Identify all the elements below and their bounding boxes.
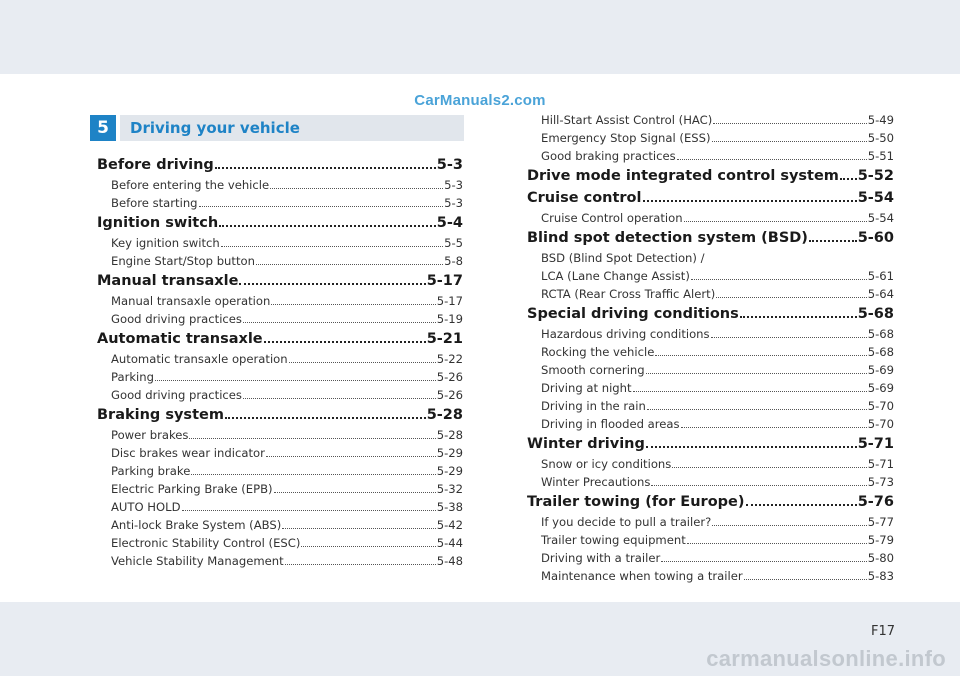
- toc-page-number: 5-70: [867, 399, 894, 413]
- toc-entry[interactable]: [527, 567, 894, 585]
- toc-entry[interactable]: [97, 516, 463, 534]
- toc-title: BSD (Blind Spot Detection) /: [541, 251, 705, 265]
- toc-title: Emergency Stop Signal (ESS): [541, 131, 711, 145]
- toc-leader-dots: [189, 438, 435, 439]
- toc-entry[interactable]: [97, 292, 463, 310]
- toc-leader-dots: [243, 398, 436, 399]
- watermark-bottom[interactable]: carmanualsonline.info: [706, 646, 946, 671]
- toc-section[interactable]: [97, 154, 463, 176]
- toc-title: Before entering the vehicle: [111, 178, 270, 192]
- toc-leader-dots: [199, 206, 444, 207]
- toc-title: Trailer towing equipment: [541, 533, 686, 547]
- toc-page-number: 5-73: [867, 475, 894, 489]
- toc-page-number: 5-51: [867, 149, 894, 163]
- toc-page-number: 5-29: [436, 446, 463, 460]
- toc-leader-dots: [289, 362, 436, 363]
- toc-leader-dots: [746, 504, 857, 506]
- toc-page-number: 5-17: [436, 294, 463, 308]
- chapter-header: [90, 115, 464, 141]
- toc-page-number: 5-8: [444, 254, 463, 268]
- toc-leader-dots: [274, 492, 436, 493]
- toc-page-number: 5-71: [857, 436, 894, 452]
- toc-title: Trailer towing (for Europe): [527, 494, 745, 510]
- toc-title: Winter driving: [527, 436, 645, 452]
- toc-title: Vehicle Stability Management: [111, 554, 284, 568]
- toc-entry[interactable]: [97, 534, 463, 552]
- toc-title: Drive mode integrated control system: [527, 168, 839, 184]
- toc-title: Snow or icy conditions: [541, 457, 672, 471]
- toc-page-number: 5-29: [436, 464, 463, 478]
- toc-entry[interactable]: [527, 473, 894, 491]
- toc-page-number: 5-5: [444, 236, 463, 250]
- toc-entry[interactable]: [97, 444, 463, 462]
- toc-leader-dots: [643, 200, 857, 202]
- toc-leader-dots: [646, 446, 857, 448]
- chapter-title: Driving your vehicle: [120, 115, 464, 141]
- toc-title: If you decide to pull a trailer?: [541, 515, 712, 529]
- toc-leader-dots: [687, 543, 867, 544]
- toc-page-number: 5-68: [867, 345, 894, 359]
- toc-page-number: 5-61: [867, 269, 894, 283]
- toc-title: Cruise control: [527, 190, 642, 206]
- toc-leader-dots: [225, 417, 426, 419]
- toc-leader-dots: [239, 283, 425, 285]
- toc-title: Special driving conditions: [527, 306, 739, 322]
- toc-leader-dots: [684, 221, 867, 222]
- toc-leader-dots: [646, 373, 867, 374]
- toc-title: Winter Precautions: [541, 475, 651, 489]
- toc-page-number: 5-4: [436, 215, 463, 231]
- toc-entry[interactable]: [527, 531, 894, 549]
- toc-leader-dots: [711, 337, 867, 338]
- chapter-number: 5: [90, 115, 116, 141]
- toc-entry[interactable]: [527, 549, 894, 567]
- toc-leader-dots: [182, 510, 436, 511]
- toc-title: Parking brake: [111, 464, 191, 478]
- toc-title: Maintenance when towing a trailer: [541, 569, 743, 583]
- toc-leader-dots: [691, 279, 867, 280]
- toc-leader-dots: [840, 178, 857, 180]
- toc-title: Good driving practices: [111, 388, 242, 402]
- toc-section[interactable]: [527, 187, 894, 209]
- toc-page-number: 5-44: [436, 536, 463, 550]
- toc-title: Cruise Control operation: [541, 211, 683, 225]
- toc-right-column: [527, 111, 894, 585]
- toc-leader-dots: [744, 579, 867, 580]
- toc-leader-dots: [712, 525, 866, 526]
- toc-page-number: 5-19: [436, 312, 463, 326]
- toc-leader-dots: [716, 297, 866, 298]
- toc-page-number: 5-60: [857, 230, 894, 246]
- toc-page-number: 5-22: [436, 352, 463, 366]
- toc-title: Good driving practices: [111, 312, 242, 326]
- toc-leader-dots: [215, 167, 436, 169]
- toc-leader-dots: [243, 322, 436, 323]
- toc-page-number: 5-83: [867, 569, 894, 583]
- toc-entry[interactable]: [527, 147, 894, 165]
- toc-entry[interactable]: [527, 415, 894, 433]
- toc-page-number: 5-49: [867, 113, 894, 127]
- toc-section[interactable]: [527, 227, 894, 249]
- toc-leader-dots: [661, 561, 866, 562]
- toc-title: Smooth cornering: [541, 363, 645, 377]
- toc-title: Before driving: [97, 157, 214, 173]
- toc-title: Automatic transaxle operation: [111, 352, 288, 366]
- watermark-top[interactable]: CarManuals2.com: [414, 92, 546, 109]
- toc-title: Blind spot detection system (BSD): [527, 230, 808, 246]
- toc-page-number: 5-69: [867, 363, 894, 377]
- toc-page-number: 5-76: [857, 494, 894, 510]
- toc-leader-dots: [191, 474, 435, 475]
- toc-leader-dots: [266, 456, 436, 457]
- toc-title: Driving in the rain: [541, 399, 646, 413]
- toc-leader-dots: [713, 123, 866, 124]
- toc-title: Driving with a trailer: [541, 551, 661, 565]
- toc-section[interactable]: [97, 404, 463, 426]
- toc-section[interactable]: [97, 270, 463, 292]
- toc-page-number: 5-42: [436, 518, 463, 532]
- toc-page-number: 5-80: [867, 551, 894, 565]
- toc-entry[interactable]: [527, 343, 894, 361]
- toc-entry[interactable]: [527, 455, 894, 473]
- toc-entry[interactable]: [527, 325, 894, 343]
- toc-entry[interactable]: [97, 480, 463, 498]
- toc-leader-dots: [647, 409, 867, 410]
- toc-page-number: 5-50: [867, 131, 894, 145]
- toc-title: LCA (Lane Change Assist): [541, 269, 690, 283]
- toc-entry[interactable]: [97, 386, 463, 404]
- toc-page-number: 5-32: [436, 482, 463, 496]
- toc-entry[interactable]: [97, 176, 463, 194]
- toc-page-number: 5-3: [444, 196, 463, 210]
- toc-leader-dots: [264, 341, 426, 343]
- toc-section[interactable]: [527, 165, 894, 187]
- toc-leader-dots: [655, 355, 866, 356]
- toc-title: Engine Start/Stop button: [111, 254, 255, 268]
- toc-page-number: 5-68: [867, 327, 894, 341]
- toc-title: Driving at night: [541, 381, 632, 395]
- toc-page-number: 5-64: [867, 287, 894, 301]
- toc-entry[interactable]: [527, 379, 894, 397]
- toc-page-number: 5-38: [436, 500, 463, 514]
- toc-entry[interactable]: [97, 252, 463, 270]
- page-number: F17: [870, 624, 895, 639]
- toc-title: Automatic transaxle: [97, 331, 263, 347]
- toc-entry[interactable]: [527, 285, 894, 303]
- toc-section[interactable]: [527, 303, 894, 325]
- toc-leader-dots: [740, 316, 857, 318]
- toc-page-number: 5-3: [436, 157, 463, 173]
- toc-leader-dots: [155, 380, 436, 381]
- toc-entry[interactable]: [97, 234, 463, 252]
- toc-title: Manual transaxle operation: [111, 294, 271, 308]
- toc-entry[interactable]: [527, 513, 894, 531]
- toc-leader-dots: [285, 564, 436, 565]
- toc-title: Good braking practices: [541, 149, 676, 163]
- toc-entry[interactable]: [97, 552, 463, 570]
- toc-page-number: 5-26: [436, 388, 463, 402]
- toc-leader-dots: [633, 391, 867, 392]
- toc-leader-dots: [672, 467, 866, 468]
- toc-page-number: 5-54: [867, 211, 894, 225]
- toc-title: RCTA (Rear Cross Traffic Alert): [541, 287, 716, 301]
- toc-page-number: 5-52: [857, 168, 894, 184]
- toc-entry[interactable]: [97, 426, 463, 444]
- toc-entry[interactable]: [97, 498, 463, 516]
- toc-page-number: 5-68: [857, 306, 894, 322]
- toc-title: Driving in flooded areas: [541, 417, 680, 431]
- toc-page-number: 5-48: [436, 554, 463, 568]
- toc-section[interactable]: [527, 433, 894, 455]
- toc-page-number: 5-17: [426, 273, 463, 289]
- toc-page-number: 5-28: [436, 428, 463, 442]
- toc-title: Key ignition switch: [111, 236, 220, 250]
- toc-entry[interactable]: [527, 209, 894, 227]
- toc-title: Power brakes: [111, 428, 189, 442]
- toc-leader-dots: [712, 141, 867, 142]
- toc-page-number: 5-79: [867, 533, 894, 547]
- toc-entry[interactable]: [527, 397, 894, 415]
- toc-entry[interactable]: [97, 462, 463, 480]
- toc-title: Braking system: [97, 407, 224, 423]
- toc-leader-dots: [256, 264, 443, 265]
- toc-leader-dots: [681, 427, 867, 428]
- toc-leader-dots: [282, 528, 435, 529]
- toc-title: Electronic Stability Control (ESC): [111, 536, 301, 550]
- toc-title: Manual transaxle: [97, 273, 239, 289]
- toc-entry[interactable]: [527, 129, 894, 147]
- toc-entry[interactable]: [527, 249, 894, 267]
- toc-page-number: 5-3: [444, 178, 463, 192]
- toc-section[interactable]: [97, 328, 463, 350]
- toc-title: Hazardous driving conditions: [541, 327, 710, 341]
- toc-left-column: [97, 154, 463, 570]
- toc-title: Hill-Start Assist Control (HAC): [541, 113, 713, 127]
- toc-leader-dots: [270, 188, 443, 189]
- toc-entry[interactable]: [97, 368, 463, 386]
- toc-page-number: 5-54: [857, 190, 894, 206]
- toc-leader-dots: [809, 240, 857, 242]
- toc-page-number: 5-69: [867, 381, 894, 395]
- toc-leader-dots: [677, 159, 867, 160]
- toc-title: Electric Parking Brake (EPB): [111, 482, 273, 496]
- toc-title: Anti-lock Brake System (ABS): [111, 518, 282, 532]
- toc-leader-dots: [301, 546, 435, 547]
- toc-title: Ignition switch: [97, 215, 219, 231]
- toc-title: Before starting: [111, 196, 198, 210]
- toc-page-number: 5-77: [867, 515, 894, 529]
- toc-entry[interactable]: [97, 194, 463, 212]
- toc-page-number: 5-70: [867, 417, 894, 431]
- toc-page-number: 5-26: [436, 370, 463, 384]
- toc-page-number: 5-28: [426, 407, 463, 423]
- toc-leader-dots: [219, 225, 436, 227]
- toc-title: AUTO HOLD: [111, 500, 181, 514]
- toc-entry[interactable]: [97, 350, 463, 368]
- toc-section[interactable]: [527, 491, 894, 513]
- toc-leader-dots: [221, 246, 443, 247]
- toc-title: Parking: [111, 370, 154, 384]
- toc-section[interactable]: [97, 212, 463, 234]
- toc-page-number: 5-21: [426, 331, 463, 347]
- toc-entry[interactable]: [527, 361, 894, 379]
- toc-leader-dots: [651, 485, 866, 486]
- toc-page-number: 5-71: [867, 457, 894, 471]
- toc-entry[interactable]: [97, 310, 463, 328]
- toc-entry[interactable]: [527, 111, 894, 129]
- toc-title: Disc brakes wear indicator: [111, 446, 265, 460]
- toc-leader-dots: [271, 304, 435, 305]
- toc-title: Rocking the vehicle: [541, 345, 655, 359]
- toc-entry[interactable]: [527, 267, 894, 285]
